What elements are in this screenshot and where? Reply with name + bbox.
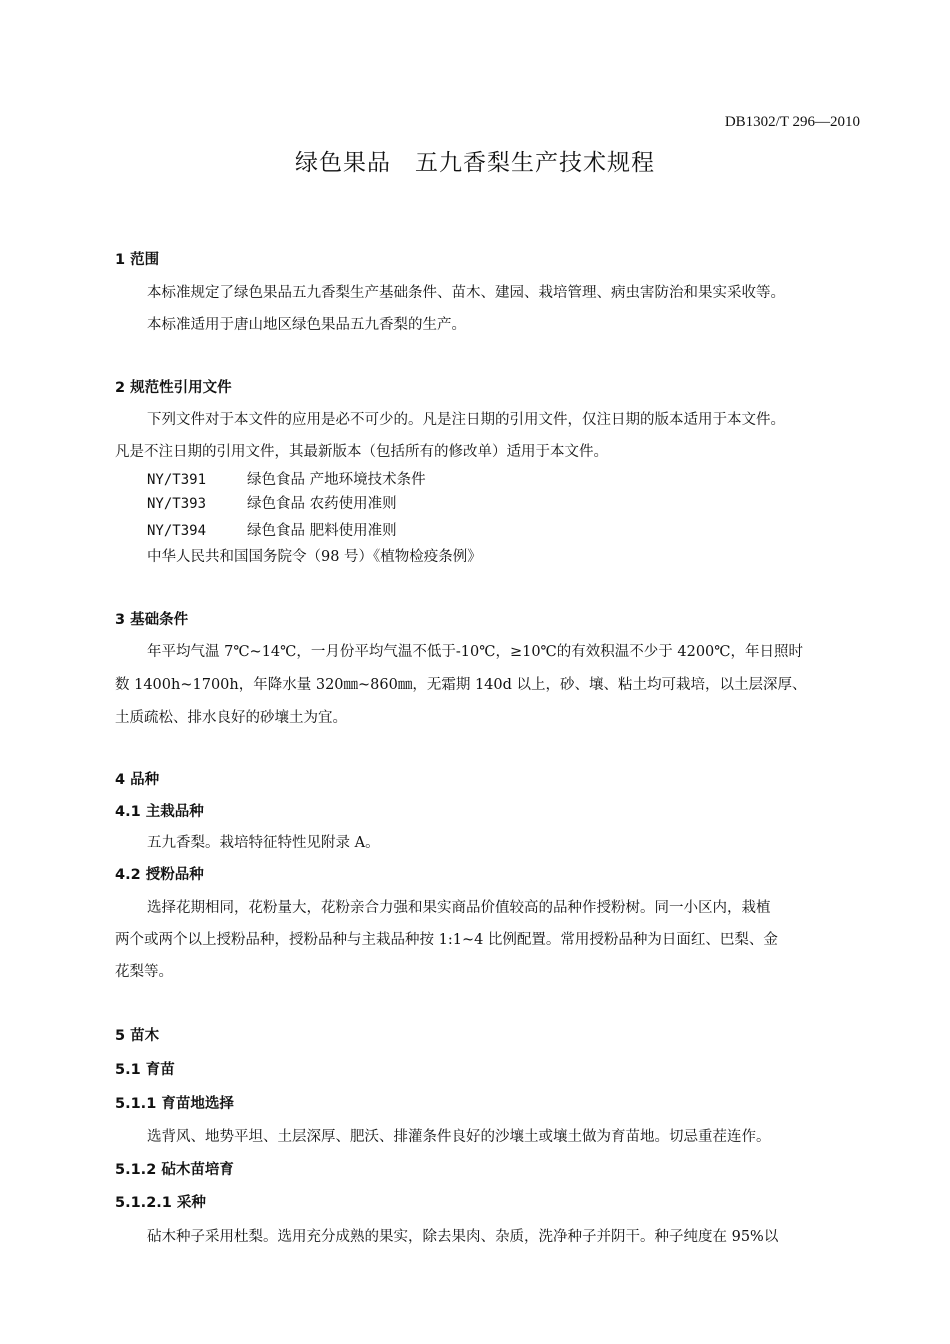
document-number: DB1302/T 296—2010 <box>724 114 860 130</box>
reference-code: NY/T393 <box>147 496 207 512</box>
reference-item-regulation: 中华人民共和国国务院令（98 号）《植物检疫条例》 <box>147 549 482 565</box>
section-3-line-2: 数 1400h~1700h，年降水量 320㎜~860㎜，无霜期 140d 以上，砂、壤、粘土均可栽培，以土层深厚、 <box>115 677 807 693</box>
section-4-1-heading: 4.1 主栽品种 <box>115 804 204 820</box>
section-3-line-1: 年平均气温 7℃~14℃，一月份平均气温不低于-10℃，≥10℃的有效积温不少于 4200℃，年日照时 <box>147 644 803 660</box>
reference-item <box>147 492 397 513</box>
section-5-1-1-heading: 5.1.1 育苗地选择 <box>115 1096 234 1112</box>
section-4-2-heading: 4.2 授粉品种 <box>115 867 204 883</box>
section-5-1-heading: 5.1 育苗 <box>115 1062 175 1078</box>
reference-item <box>147 468 426 489</box>
section-4-heading: 4 品种 <box>115 772 160 788</box>
section-3-heading: 3 基础条件 <box>115 612 189 628</box>
reference-code: NY/T391 <box>147 472 207 488</box>
reference-title: 绿色食品 肥料使用准则 <box>247 523 397 539</box>
section-5-1-2-1-paragraph: 砧木种子采用杜梨。选用充分成熟的果实，除去果肉、杂质，洗净种子并阴干。种子纯度在 95%以 <box>147 1229 779 1245</box>
section-4-2-line-1: 选择花期相同，花粉量大，花粉亲合力强和果实商品价值较高的品种作授粉树。同一小区内，栽植 <box>147 900 771 916</box>
section-2-heading: 2 规范性引用文件 <box>115 380 232 396</box>
reference-code: NY/T394 <box>147 523 207 539</box>
reference-item <box>147 519 397 540</box>
section-4-2-line-2: 两个或两个以上授粉品种，授粉品种与主栽品种按 1:1~4 比例配置。常用授粉品种为日面红、巴梨、金 <box>115 932 778 948</box>
section-1-paragraph-1: 本标准规定了绿色果品五九香梨生产基础条件、苗木、建园、栽培管理、病虫害防治和果实采收等。 <box>147 285 785 301</box>
section-5-1-2-heading: 5.1.2 砧木苗培育 <box>115 1162 234 1178</box>
section-1-paragraph-2: 本标准适用于唐山地区绿色果品五九香梨的生产。 <box>147 317 466 333</box>
section-3-line-3: 土质疏松、排水良好的砂壤土为宜。 <box>115 710 347 726</box>
reference-title: 绿色食品 农药使用准则 <box>247 496 397 512</box>
reference-title: 绿色食品 产地环境技术条件 <box>247 472 426 488</box>
document-title: 绿色果品 五九香梨生产技术规程 <box>295 150 655 176</box>
section-4-1-paragraph: 五九香梨。栽培特征特性见附录 A。 <box>147 835 380 851</box>
section-5-1-1-paragraph: 选背风、地势平坦、土层深厚、肥沃、排灌条件良好的沙壤土或壤土做为育苗地。切忌重茬连作。 <box>147 1129 771 1145</box>
section-5-heading: 5 苗木 <box>115 1028 160 1044</box>
section-5-1-2-1-heading: 5.1.2.1 采种 <box>115 1195 206 1211</box>
section-2-paragraph-line-2: 凡是不注日期的引用文件，其最新版本（包括所有的修改单）适用于本文件。 <box>115 444 608 460</box>
section-1-heading: 1 范围 <box>115 252 160 268</box>
section-4-2-line-3: 花梨等。 <box>115 964 173 980</box>
section-2-paragraph-line-1: 下列文件对于本文件的应用是必不可少的。凡是注日期的引用文件，仅注日期的版本适用于本文件。 <box>147 412 785 428</box>
